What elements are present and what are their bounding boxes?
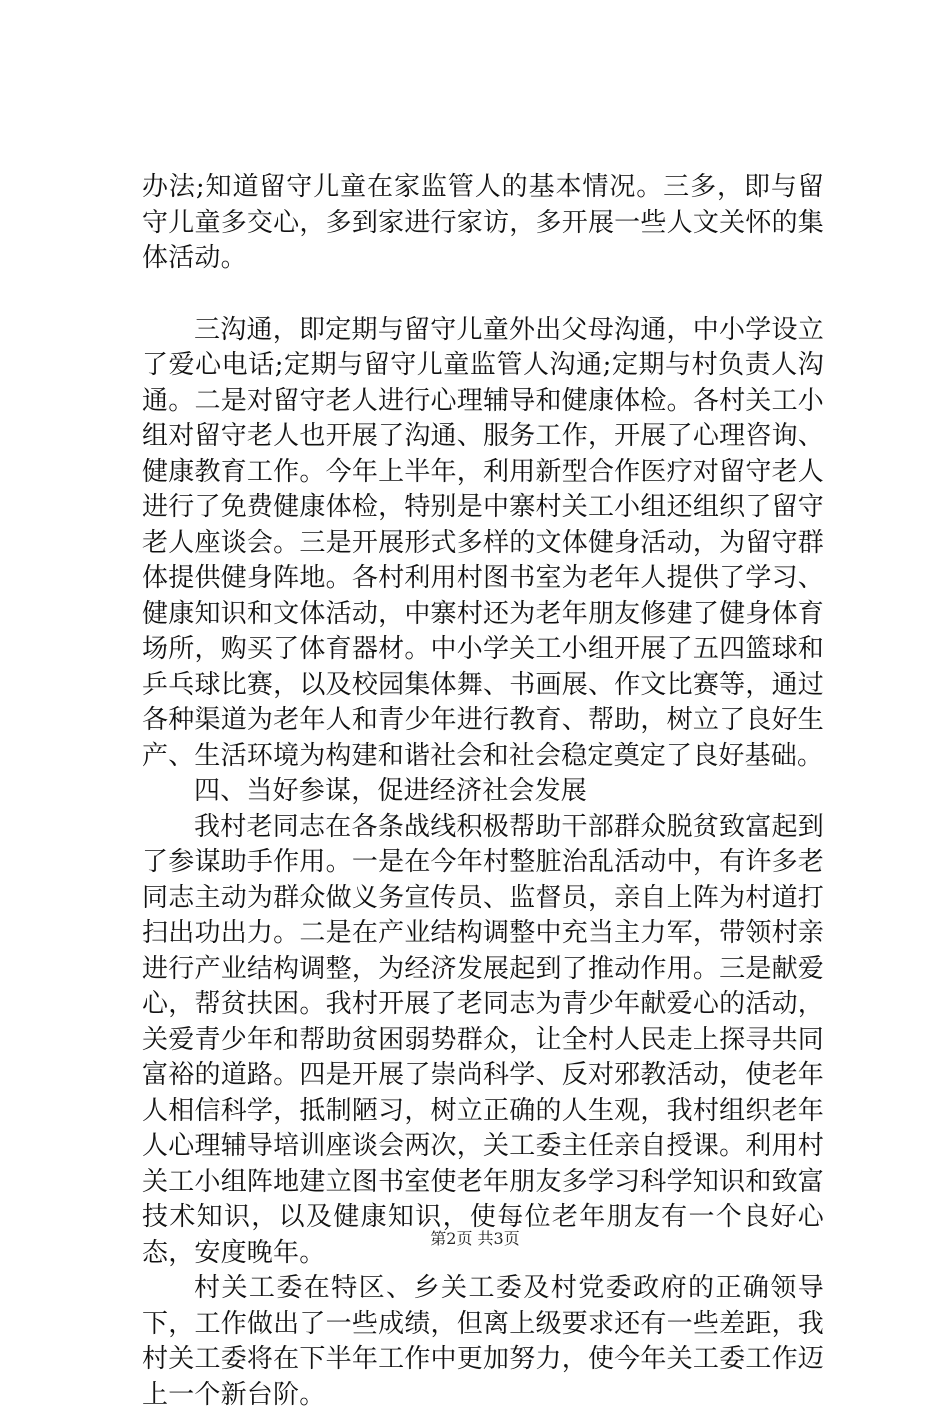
paragraph-three-communications: 三沟通，即定期与留守儿童外出父母沟通，中小学设立了爱心电话;定期与留守儿童监管人沟通;定期与村负责人沟通。二是对留守老人进行心理辅导和健康体检。各村关工小组对留守老人也开展了沟通、服务工作，开展了心理咨询、健康教育工作。今年上半年，利用新型合作医疗对留守老人进行了免费健康体检，特别是中寨村关工小组还组织了留守老人座谈会。三是开展形式多样的文体健身活动，为留守群体提供健身阵地。各村利用村图书室为老年人提供了学习、健康知识和文体活动，中寨村还为老年朋友修建了健身体育场所，购买了体育器材。中小学关工小组开展了五四篮球和乒乓球比赛，以及校园集体舞、书画展、作文比赛等，通过各种渠道为老年人和青少年进行教育、帮助，树立了良好生产、生活环境为构建和谐社会和社会稳定奠定了良好基础。 (142, 314, 824, 771)
page-footer (0, 1226, 950, 1249)
paragraph-advisory-role: 我村老同志在各条战线积极帮助干部群众脱贫致富起到了参谋助手作用。一是在今年村整脏治乱活动中，有许多老同志主动为群众做义务宣传员、监督员，亲自上阵为村道打扫出功出力。二是在产业结构调整中充当主力军，带领村亲进行产业结构调整，为经济发展起到了推动作用。三是献爱心，帮贫扶困。我村开展了老同志为青少年献爱心的活动，关爱青少年和帮助贫困弱势群众，让全村人民走上探寻共同富裕的道路。四是开展了崇尚科学、反对邪教活动，使老年人相信科学，抵制陋习，树立正确的人生观，我村组织老年人心理辅导培训座谈会两次，关工委主任亲自授课。利用村关工小组阵地建立图书室使老年朋友多学习科学知识和致富技术知识，以及健康知识，使每位老年朋友有一个良好心态，安度晚年。 (142, 811, 824, 1268)
section-heading-four: 四、当好参谋，促进经济社会发展 (194, 776, 588, 806)
paragraph-conclusion: 村关工委在特区、乡关工委及村党委政府的正确领导下，工作做出了一些成绩，但离上级要求还有一些差距，我村关工委将在下半年工作中更加努力，使今年关工委工作迈上一个新台阶。 (142, 1273, 824, 1410)
paragraph-continuation: 办法;知道留守儿童在家监管人的基本情况。三多，即与留守儿童多交心，多到家进行家访，多开展一些人文关怀的集体活动。 (142, 172, 824, 273)
page-number-label: 第2页 共3页 (430, 1229, 520, 1248)
